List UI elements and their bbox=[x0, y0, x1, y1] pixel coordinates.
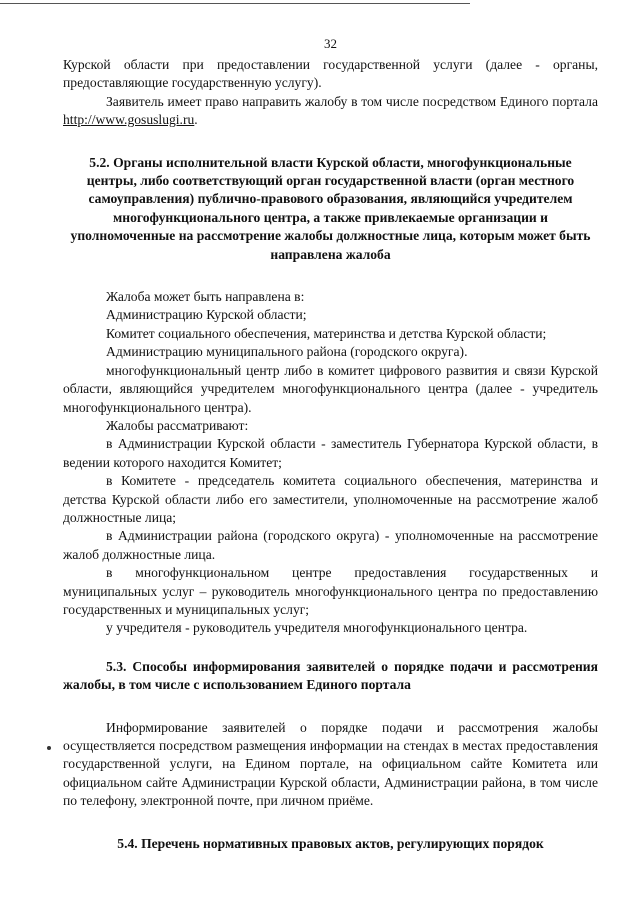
section-5-3-body bbox=[63, 719, 598, 811]
reviewer-founder: у учредителя - руководитель учредителя многофункционального центра. bbox=[106, 620, 528, 636]
section-5-2-heading: 5.2. Органы исполнительной власти Курской области, многофункциональные центры, либо соответствующий орган государственной власти (орган местного самоуправления) публично-правового образования, являющийся учредителем многофункционального центра, а также привлекаемые организации и уполномоченные на рассмотрение жалобы должностные лица, которым может быть направлена жалоба bbox=[70, 154, 591, 262]
complaint-intro: Жалоба может быть направлена в: bbox=[106, 289, 305, 305]
section-5-2-heading-block bbox=[63, 154, 598, 264]
document-page bbox=[63, 0, 598, 853]
complaint-addressee-admin: Администрацию Курской области; bbox=[106, 307, 307, 323]
reviewer-mfc: в многофункциональном центре предоставления государственных и муниципальных услуг – руководитель многофункционального центра по предоставлению государственных и муниципальных услуг; bbox=[63, 565, 598, 617]
reviewer-admin: в Администрации Курской области - заместитель Губернатора Курской области, в ведении которого находится Комитет; bbox=[63, 436, 598, 470]
paragraph-portal-tail: . bbox=[194, 112, 198, 128]
informing-paragraph: Информирование заявителей о порядке подачи и рассмотрения жалобы осуществляется посредством размещения информации на стендах в местах предоставления государственной услуги, на Едином портале, на официальном сайте Комитета или официальном сайте Администрации Курской области, Администрации района, в том числе по телефону, электронной почте, при личном приёме. bbox=[63, 719, 598, 809]
section-5-4-heading-block bbox=[63, 835, 598, 853]
paragraph-portal-text: Заявитель имеет право направить жалобу в том числе посредством Единого портала bbox=[106, 93, 598, 109]
reviewer-committee: в Комитете - председатель комитета социального обеспечения, материнства и детства Курской области либо его заместители, уполномоченные на рассмотрение жалоб должностные лица; bbox=[63, 473, 598, 525]
gosuslugi-link[interactable]: http://www.gosuslugi.ru bbox=[63, 112, 195, 128]
page-number: 32 bbox=[324, 36, 337, 51]
section-5-3-heading: 5.3. Способы информирования заявителей о порядке подачи и рассмотрения жалобы, в том числе с использованием Единого портала bbox=[63, 658, 598, 693]
section-5-2-body bbox=[63, 288, 598, 638]
complaint-reviewers-intro: Жалобы рассматривают: bbox=[106, 417, 249, 433]
section-5-4-heading: 5.4. Перечень нормативных правовых актов, регулирующих порядок bbox=[117, 835, 544, 851]
margin-dot-mark bbox=[47, 746, 51, 750]
paragraph-continued: Курской области при предоставлении государственной услуги (далее - органы, предоставляющие государственную услугу). bbox=[63, 57, 598, 91]
paragraph-portal bbox=[63, 93, 598, 130]
complaint-addressee-committee: Комитет социального обеспечения, материнства и детства Курской области; bbox=[106, 325, 547, 341]
complaint-addressee-municipal: Администрацию муниципального района (городского округа). bbox=[106, 344, 468, 360]
complaint-addressee-mfc: многофункциональный центр либо в комитет цифрового развития и связи Курской области, являющийся учредителем многофункционального центра (далее - учредитель многофункционального центра). bbox=[63, 362, 598, 415]
reviewer-district: в Администрации района (городского округа) - уполномоченные на рассмотрение жалоб должностные лица. bbox=[63, 528, 598, 562]
